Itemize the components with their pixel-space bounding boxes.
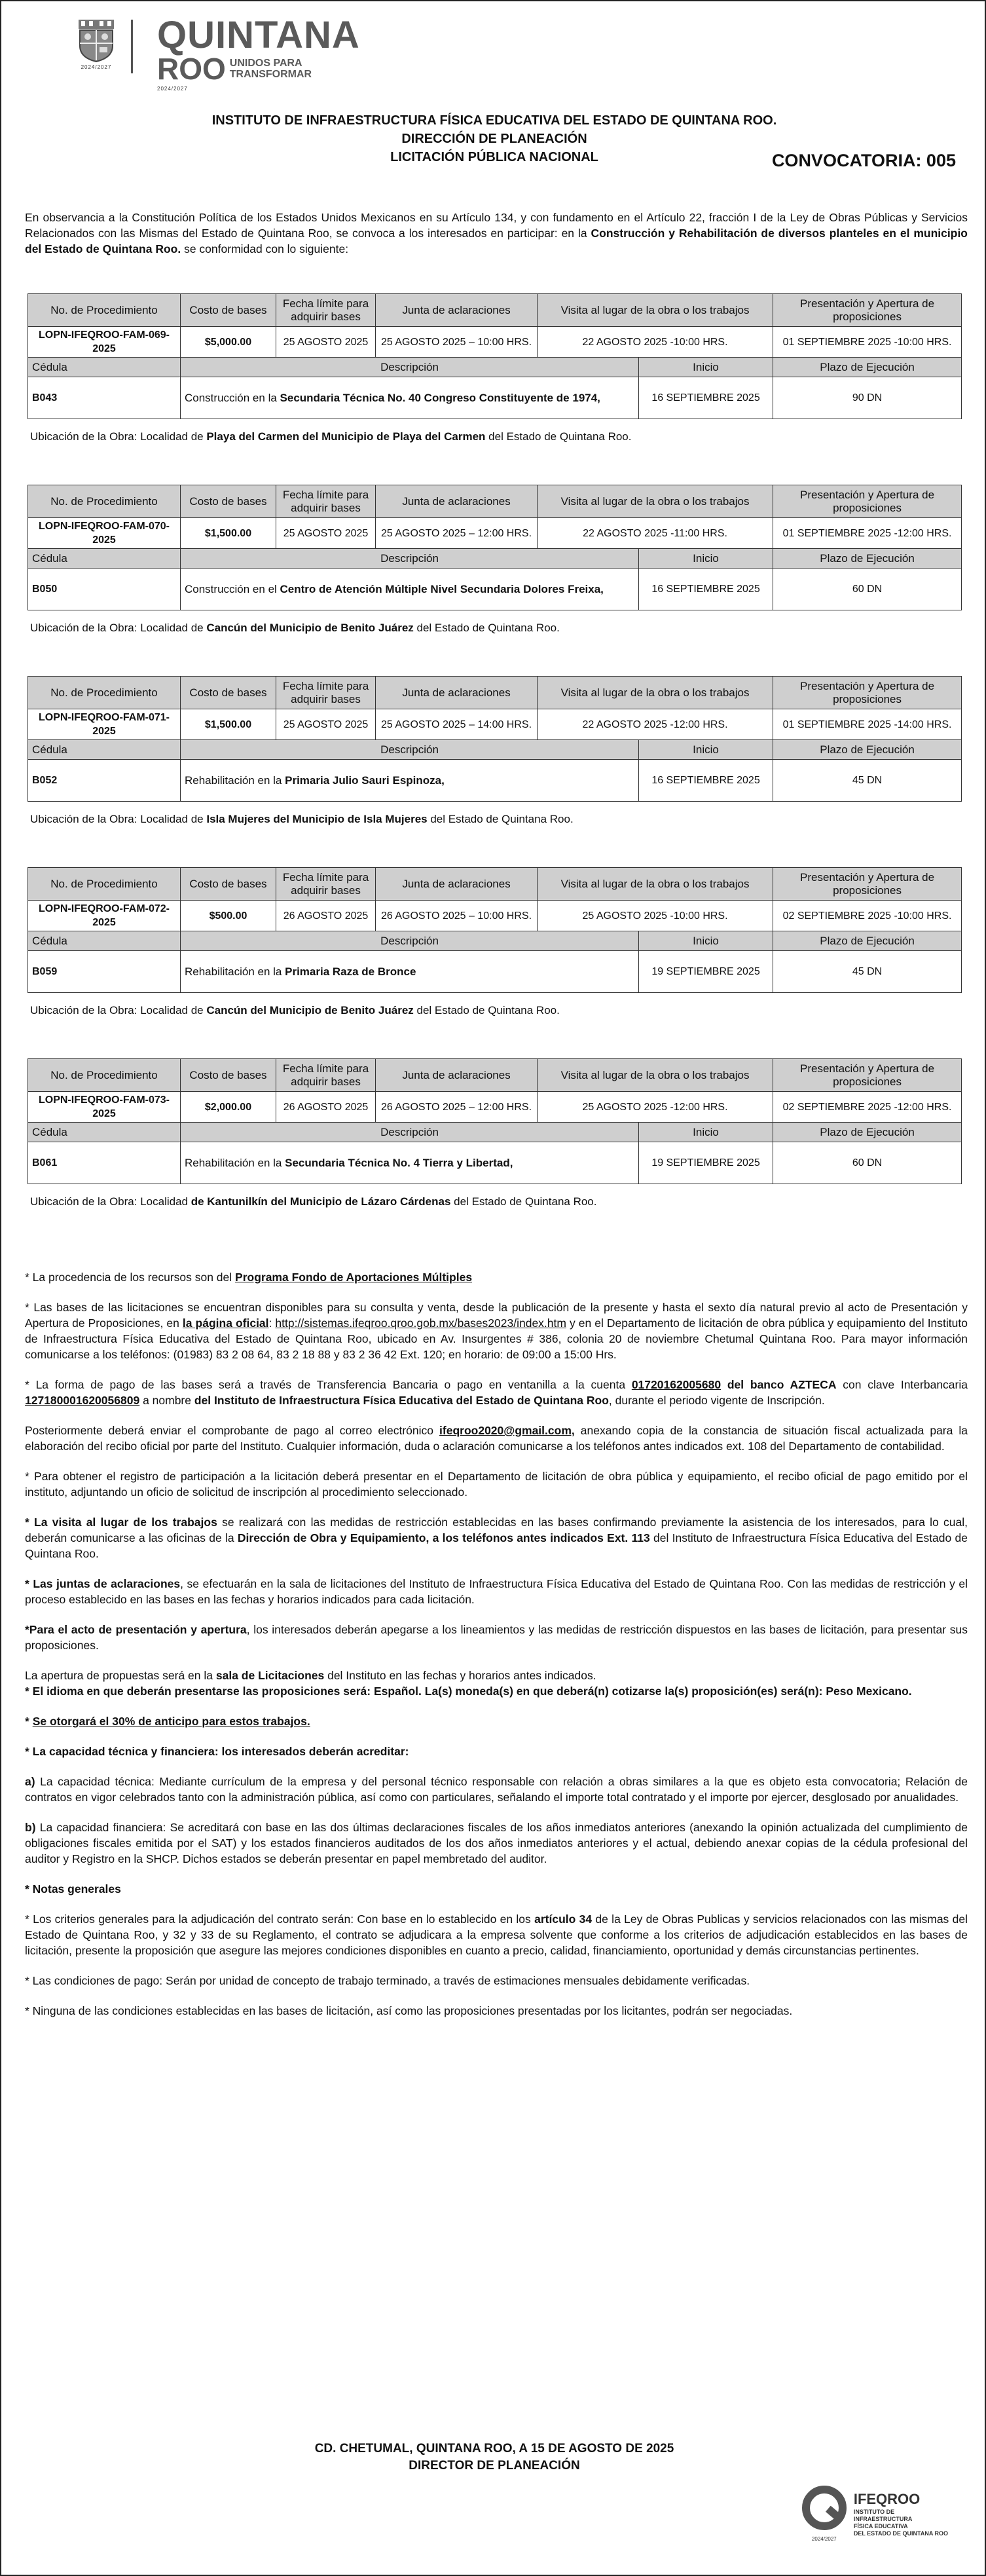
header-fecha-limite: Fecha límite para adquirir bases [276,868,376,901]
note-receipt-post: anexando copia de la constancia de situación fiscal actualizada para la elaboración del recibo oficial por parte del Instituto. Cualquier información, duda o aclaración comunicarse a los teléfonos antes indicados ext. 108 del Departamento de contabilidad. [25,1424,968,1453]
note-capacity: * La capacidad técnica y financiera: los interesados deberán acreditar: [25,1745,409,1758]
table-row [28,709,962,740]
payee-name: del Instituto de Infraestructura Física Educativa del Estado de Quintana Roo [194,1394,609,1407]
location-prefix: Ubicación de la Obra: Localidad de [30,430,207,443]
header-presentacion: Presentación y Apertura de proposiciones [773,485,962,518]
footer-signer: DIRECTOR DE PLANEACIÓN [409,2459,580,2473]
lot-block [27,676,961,827]
ifeqroo-caption: 2024/2027 [811,2536,837,2543]
note-advance [25,1713,968,1729]
signature-block [1,2440,986,2474]
note-bases-text: * Las bases de las licitaciones se encuentran disponibles para su consulta y venta, desde la publicación de la presente y hasta el sexto día natural previo al acto de Presentación y Apertura de Proposiciones, en [25,1301,968,1330]
desc-prefix: Construcción en el [185,582,280,595]
cell-plazo: 60 DN [773,1142,962,1184]
table-row [28,327,962,358]
title-line-1: INSTITUTO DE INFRAESTRUCTURA FÍSICA EDUCATIVA DEL ESTADO DE QUINTANA ROO. [211,113,777,128]
note-payment-text: * La forma de pago de las bases será a través de Transferencia Bancaria o pago en ventanilla a la cuenta [25,1378,632,1391]
location-place: Playa del Carmen del Municipio de Playa del Carmen [206,430,486,443]
lot-location [30,812,961,827]
cell-junta: 25 AGOSTO 2025 – 14:00 HRS. [376,709,538,740]
cell-plazo: 45 DN [773,951,962,993]
note-payment-post: , durante el periodo vigente de Inscripción. [608,1394,825,1407]
lot-table [27,485,962,610]
title-line-2: DIRECCIÓN DE PLANEACIÓN [401,132,587,146]
header-descripcion: Descripción [181,549,639,569]
header-cedula: Cédula [28,1123,181,1142]
header-visita: Visita al lugar de la obra o los trabajos [538,868,773,901]
location-prefix: Ubicación de la Obra: Localidad de [30,1004,207,1017]
header-visita: Visita al lugar de la obra o los trabajos [538,485,773,518]
desc-prefix: Rehabilitación en la [185,774,285,787]
state-shield-logo [73,17,119,68]
note-advance-text: Se otorgará el 30% de anticipo para estos trabajos. [32,1715,310,1728]
table-row [28,377,962,419]
cell-descripcion [181,377,639,419]
header-costo: Costo de bases [181,868,276,901]
header-presentacion: Presentación y Apertura de proposiciones [773,868,962,901]
cell-inicio: 19 SEPTIEMBRE 2025 [639,951,773,993]
location-place: de Kantunilkín del Municipio de Lázaro Cárdenas [191,1195,451,1208]
cell-inicio: 16 SEPTIEMBRE 2025 [639,569,773,610]
desc-school: Secundaria Técnica No. 40 Congreso Constituyente de 1974, [280,391,600,404]
location-prefix: Ubicación de la Obra: Localidad [30,1195,191,1208]
desc-prefix: Construcción en la [185,391,280,404]
note-bases: * Las bases de las licitaciones se encuentran disponibles para su consulta y venta, desde la publicación de la presente y hasta el sexto día natural previo al acto de Presentación y Apertura de Proposiciones, en la página oficial: http://sistemas.ifeqroo.qroo.gob.mx/bases2023/index.htm y en el Departamento de licitación de obra pública y equipamiento del Instituto de Infraestructura Física Educativa del Estado de Quintana Roo, ubicado en Av. Insurgentes # 386, colonia 20 de noviembre Chetumal Quintana Roo. Para mayor información comunicarse a los teléfonos: (01983) 83 2 08 64, 83 2 18 88 y 83 2 36 42 Ext. 120; en horario: de 09:00 a 15:00 Hrs. [25,1301,968,1361]
location-place: Isla Mujeres del Municipio de Isla Mujeres [206,813,428,826]
note-criteria-post: de la Ley de Obras Publicas y servicios relacionados con las mismas del Estado de Quintana Roo, y 32 y 33 de su Reglamento, el contrato se adjudicara a la empresa solvente que conforme a los criterios de adjudicación establecidos en las bases de licitación, presente la proposición que asegure las mejores condiciones disponibles en cuanto a precio, calidad, financiamiento, oportunidad y demás circunstancias pertinentes. [25,1913,968,1957]
header-inicio: Inicio [639,740,773,760]
lot-table [27,867,962,993]
header-procedimiento: No. de Procedimiento [28,1059,181,1092]
location-suffix: del Estado de Quintana Roo. [427,813,574,826]
note-site-visit-office: Dirección de Obra y Equipamiento, a los teléfonos antes indicados Ext. 113 [237,1531,650,1544]
cell-descripcion [181,569,639,610]
note-clarifications-title: * Las juntas de aclaraciones [25,1577,181,1590]
quintana-roo-logo [131,14,360,93]
note-bases-post: y en el Departamento de licitación de obra pública y equipamiento del Instituto de Infraestructura Física Educativa del Estado de Quintana Roo, ubicado en Av. Insurgentes # 386, colonia 20 de noviembre Chetumal Quintana Roo. Para mayor información comunicarse a los teléfonos: (01983) 83 2 08 64, 83 2 18 88 y 83 2 36 42 Ext. 120; en horario: de 09:00 a 15:00 Hrs. [25,1316,968,1361]
header-cedula: Cédula [28,740,181,760]
note-opening [25,1668,968,1683]
bases-url-link[interactable]: http://sistemas.ifeqroo.qroo.gob.mx/bases2023/index.htm [275,1316,566,1330]
note-presentation [25,1622,968,1653]
cell-costo: $1,500.00 [181,518,276,549]
note-registration: * Para obtener el registro de participación a la licitación deberá presentar en el Departamento de licitación de obra pública y equipamiento, el recibo oficial de pago emitido por el instituto, adjuntando un oficio de solicitud de inscripción al procedimiento seleccionado. [25,1470,968,1499]
note-opening-post: del Instituto en las fechas y horarios antes indicados. [324,1669,596,1682]
notes-section [25,1269,968,2033]
cell-visita: 25 AGOSTO 2025 -10:00 HRS. [538,901,773,931]
cell-descripcion [181,951,639,993]
cell-presentacion: 01 SEPTIEMBRE 2025 -14:00 HRS. [773,709,962,740]
desc-prefix: Rehabilitación en la [185,1156,285,1169]
cell-junta: 25 AGOSTO 2025 – 10:00 HRS. [376,327,538,358]
note-payment [25,1377,968,1408]
note-capacity-a [25,1774,968,1805]
table-row [28,518,962,549]
cell-procedimiento: LOPN-IFEQROO-FAM-072-2025 [28,901,181,931]
bank-account: 01720162005680 [631,1378,721,1391]
ifeqroo-sub-1: INSTITUTO DE [853,2509,895,2515]
lot-table [27,1058,962,1184]
ifeqroo-sub-2: INFRAESTRUCTURA [853,2516,913,2522]
note-presentation-text: , los interesados deberán apegarse a los lineamientos y las medidas de restricción dispuestos en las bases de licitación, para presentar sus proposiciones. [25,1623,968,1652]
logo-slogan-1: UNIDOS PARA [229,58,302,69]
lot-table [27,676,962,802]
ifeqroo-name: IFEQROO [853,2490,921,2507]
header-costo: Costo de bases [181,1059,276,1092]
cell-plazo: 45 DN [773,760,962,802]
lot-table [27,293,962,419]
ifeqroo-sub-4: DEL ESTADO DE QUINTANA ROO [853,2530,948,2537]
note-criteria-text: * Los criterios generales para la adjudicación del contrato serán: Con base en lo establecido en los [25,1913,535,1926]
lot-block [27,1058,961,1210]
cell-costo: $5,000.00 [181,327,276,358]
header-procedimiento: No. de Procedimiento [28,294,181,327]
table-row [28,951,962,993]
cell-visita: 22 AGOSTO 2025 -11:00 HRS. [538,518,773,549]
header-fecha-limite: Fecha límite para adquirir bases [276,485,376,518]
header-fecha-limite: Fecha límite para adquirir bases [276,677,376,709]
lot-location [30,1195,961,1209]
header-plazo: Plazo de Ejecución [773,549,962,569]
header-inicio: Inicio [639,549,773,569]
header-descripcion: Descripción [181,358,639,377]
ifeqroo-logo [800,2484,948,2543]
logo-caption: 2024/2027 [157,86,188,92]
lot-location [30,430,961,444]
table-row [28,1092,962,1123]
cell-fecha-limite: 25 AGOSTO 2025 [276,709,376,740]
cell-inicio: 16 SEPTIEMBRE 2025 [639,760,773,802]
note-capacity-a-label: a) [25,1775,35,1788]
email-link[interactable]: ifeqroo2020@gmail.com, [439,1424,575,1437]
header-descripcion: Descripción [181,931,639,951]
cell-presentacion: 01 SEPTIEMBRE 2025 -10:00 HRS. [773,327,962,358]
intro-bold: Construcción y Rehabilitación de diversos planteles en el municipio del Estado de Quintana Roo. [25,227,968,255]
header-cedula: Cédula [28,549,181,569]
header-procedimiento: No. de Procedimiento [28,677,181,709]
lot-block [27,293,961,445]
note-receipt-text: Posteriormente deberá enviar el comprobante de pago al correo electrónico [25,1424,440,1437]
lot-block [27,867,961,1018]
cell-plazo: 60 DN [773,569,962,610]
cell-presentacion: 02 SEPTIEMBRE 2025 -10:00 HRS. [773,901,962,931]
cell-fecha-limite: 26 AGOSTO 2025 [276,901,376,931]
logo-brand-top: QUINTANA [157,14,360,56]
header-plazo: Plazo de Ejecución [773,740,962,760]
desc-school: Primaria Raza de Bronce [285,965,416,978]
header-presentacion: Presentación y Apertura de proposiciones [773,1059,962,1092]
header-presentacion: Presentación y Apertura de proposiciones [773,677,962,709]
intro-text-c: se conformidad con lo siguiente: [181,242,349,255]
header-junta: Junta de aclaraciones [376,868,538,901]
header-plazo: Plazo de Ejecución [773,1123,962,1142]
lot-location [30,1003,961,1018]
table-row [28,760,962,802]
location-place: Cancún del Municipio de Benito Juárez [206,622,414,635]
location-suffix: del Estado de Quintana Roo. [413,1004,560,1017]
cell-cedula: B059 [28,951,181,993]
shield-caption: 2024/2027 [81,64,112,70]
shield-icon [73,17,119,63]
cell-junta: 25 AGOSTO 2025 – 12:00 HRS. [376,518,538,549]
header-procedimiento: No. de Procedimiento [28,868,181,901]
intro-text-a: En observancia a la [25,211,132,224]
ifeqroo-q-icon [800,2484,849,2532]
cell-junta: 26 AGOSTO 2025 – 12:00 HRS. [376,1092,538,1123]
note-general-title: * Notas generales [25,1882,121,1895]
note-site-visit-post: del Instituto de Infraestructura Física Educativa del Estado de Quintana Roo. [25,1531,968,1560]
desc-school: Centro de Atención Múltiple Nivel Secundaria Dolores Freixa, [280,582,604,595]
footer-place-date: CD. CHETUMAL, QUINTANA ROO, A 15 DE AGOSTO DE 2025 [314,2442,674,2455]
location-prefix: Ubicación de la Obra: Localidad de [30,622,207,635]
header-procedimiento: No. de Procedimiento [28,485,181,518]
lot-location [30,621,961,635]
location-suffix: del Estado de Quintana Roo. [413,622,560,635]
note-advance-bullet: * [25,1715,33,1728]
header-plazo: Plazo de Ejecución [773,358,962,377]
divider-bar-icon [131,17,157,83]
bank-clabe: 127180001620056809 [25,1394,140,1407]
note-language: * El idioma en que deberán presentarse las proposiciones será: Español. La(s) moneda(s) en que deberá(n) cotizarse la(s) proposición(es) será(n): Peso Mexicano. [25,1685,912,1698]
cell-visita: 22 AGOSTO 2025 -12:00 HRS. [538,709,773,740]
official-page-link[interactable]: la página oficial [182,1316,269,1330]
note-funding-text: * La procedencia de los recursos son del [25,1271,236,1284]
header-costo: Costo de bases [181,677,276,709]
cell-fecha-limite: 25 AGOSTO 2025 [276,327,376,358]
note-negotiation: * Ninguna de las condiciones establecidas en las bases de licitación, así como las proposiciones presentadas por los licitantes, podrán ser negociadas. [25,2004,793,2017]
cell-inicio: 19 SEPTIEMBRE 2025 [639,1142,773,1184]
cell-cedula: B052 [28,760,181,802]
header-visita: Visita al lugar de la obra o los trabajos [538,1059,773,1092]
header-junta: Junta de aclaraciones [376,1059,538,1092]
table-row [28,901,962,931]
note-criteria [25,1911,968,1958]
note-criteria-article: artículo 34 [534,1913,593,1926]
cell-cedula: B061 [28,1142,181,1184]
header-inicio: Inicio [639,931,773,951]
logo-brand-bottom: ROO [157,52,226,86]
cell-descripcion [181,760,639,802]
header-cedula: Cédula [28,358,181,377]
cell-presentacion: 01 SEPTIEMBRE 2025 -12:00 HRS. [773,518,962,549]
convocatoria-number: CONVOCATORIA: 005 [771,151,956,170]
cell-presentacion: 02 SEPTIEMBRE 2025 -12:00 HRS. [773,1092,962,1123]
cell-inicio: 16 SEPTIEMBRE 2025 [639,377,773,419]
note-capacity-b-label: b) [25,1821,36,1834]
intro-paragraph [25,210,968,257]
note-opening-text: La apertura de propuestas será en la [25,1669,216,1682]
table-row [28,1142,962,1184]
header-inicio: Inicio [639,1123,773,1142]
note-payment-mid: con clave Interbancaria [836,1378,968,1391]
desc-school: Primaria Julio Sauri Espinoza, [285,774,445,787]
location-suffix: del Estado de Quintana Roo. [450,1195,597,1208]
note-site-visit-title: * La visita al lugar de los trabajos [25,1516,217,1529]
ifeqroo-sub-3: FÍSICA EDUCATIVA [853,2523,908,2529]
header-visita: Visita al lugar de la obra o los trabajos [538,294,773,327]
cell-visita: 25 AGOSTO 2025 -12:00 HRS. [538,1092,773,1123]
header-cedula: Cédula [28,931,181,951]
header-plazo: Plazo de Ejecución [773,931,962,951]
header-junta: Junta de aclaraciones [376,485,538,518]
note-capacity-b-text: La capacidad financiera: Se acreditará con base en las dos últimas declaraciones fiscales de los años inmediatos anteriores (anexando la opinión actualizada del cumplimiento de obligaciones fiscales emitida por el SAT) y los estados financieros auditados de los dos años inmediatos anteriores y el actual, debiendo anexar copias de la cédula profesional del auditor y Registro en la SHCP. Dichos estados se deberán presentar en papel membretado del auditor. [25,1821,968,1865]
location-suffix: del Estado de Quintana Roo. [485,430,632,443]
note-payment-mid3: a nombre [139,1394,194,1407]
desc-school: Secundaria Técnica No. 4 Tierra y Libertad, [285,1156,513,1169]
cell-procedimiento: LOPN-IFEQROO-FAM-071-2025 [28,709,181,740]
header-descripcion: Descripción [181,1123,639,1142]
note-capacity-b [25,1820,968,1867]
note-funding [25,1269,968,1285]
cell-costo: $2,000.00 [181,1092,276,1123]
table-row [28,569,962,610]
header-costo: Costo de bases [181,294,276,327]
cell-costo: $500.00 [181,901,276,931]
note-opening-room: sala de Licitaciones [215,1669,325,1682]
header-descripcion: Descripción [181,740,639,760]
desc-prefix: Rehabilitación en la [185,965,285,978]
location-place: Cancún del Municipio de Benito Juárez [206,1004,414,1017]
intro-text-b: Constitución Política de los Estados Unidos Mexicanos en su Artículo 134, y con fundamento en el Artículo 22, fracción I de la Ley de Obras Públicas y Servicios Relacionados con las Mismas del Estado de Quintana Roo, se convoca a los interesados en participar: en la [25,211,968,240]
note-clarifications [25,1576,968,1607]
cell-junta: 26 AGOSTO 2025 – 10:00 HRS. [376,901,538,931]
cell-visita: 22 AGOSTO 2025 -10:00 HRS. [538,327,773,358]
cell-fecha-limite: 26 AGOSTO 2025 [276,1092,376,1123]
cell-fecha-limite: 25 AGOSTO 2025 [276,518,376,549]
note-payment-conditions: * Las condiciones de pago: Serán por unidad de concepto de trabajo terminado, a través de estimaciones mensuales debidamente verificadas. [25,1974,750,1987]
lot-block [27,485,961,636]
header-costo: Costo de bases [181,485,276,518]
note-site-visit [25,1514,968,1561]
header-presentacion: Presentación y Apertura de proposiciones [773,294,962,327]
location-prefix: Ubicación de la Obra: Localidad de [30,813,207,826]
cell-costo: $1,500.00 [181,709,276,740]
cell-procedimiento: LOPN-IFEQROO-FAM-073-2025 [28,1092,181,1123]
cell-procedimiento: LOPN-IFEQROO-FAM-070-2025 [28,518,181,549]
cell-procedimiento: LOPN-IFEQROO-FAM-069-2025 [28,327,181,358]
cell-descripcion [181,1142,639,1184]
cell-plazo: 90 DN [773,377,962,419]
bank-name: del banco AZTECA [721,1378,837,1391]
note-presentation-title: *Para el acto de presentación y apertura [25,1623,247,1636]
title-line-3: LICITACIÓN PÚBLICA NACIONAL [390,150,598,164]
header-inicio: Inicio [639,358,773,377]
header-visita: Visita al lugar de la obra o los trabajos [538,677,773,709]
header-junta: Junta de aclaraciones [376,294,538,327]
note-capacity-a-text: La capacidad técnica: Mediante currículum de la empresa y del personal técnico responsable con relación a obras similares a la que es objeto esta convocatoria; Relación de contratos en vigor celebrados tanto con la administración pública, así como con particulares, señalando el importe total contratado y el importe por ejercer, desglosado por anualidades. [25,1775,968,1804]
note-funding-program: Programa Fondo de Aportaciones Múltiples [235,1271,473,1284]
note-clarifications-text: , se efectuarán en la sala de licitaciones del Instituto de Infraestructura Física Educativa del Estado de Quintana Roo. Con las medidas de restricción y el proceso establecido en las bases en las fechas y horarios indicados para cada licitación. [25,1577,968,1606]
header-fecha-limite: Fecha límite para adquirir bases [276,294,376,327]
cell-cedula: B050 [28,569,181,610]
note-receipt [25,1423,968,1454]
cell-cedula: B043 [28,377,181,419]
header-logos [73,14,360,96]
header-fecha-limite: Fecha límite para adquirir bases [276,1059,376,1092]
note-site-visit-text: se realizará con las medidas de restricción establecidas en las bases confirmando previamente la asistencia de los interesados, para lo cual, deberán comunicarse a las oficinas de la [25,1516,968,1544]
logo-slogan-2: TRANSFORMAR [229,69,312,80]
header-junta: Junta de aclaraciones [376,677,538,709]
